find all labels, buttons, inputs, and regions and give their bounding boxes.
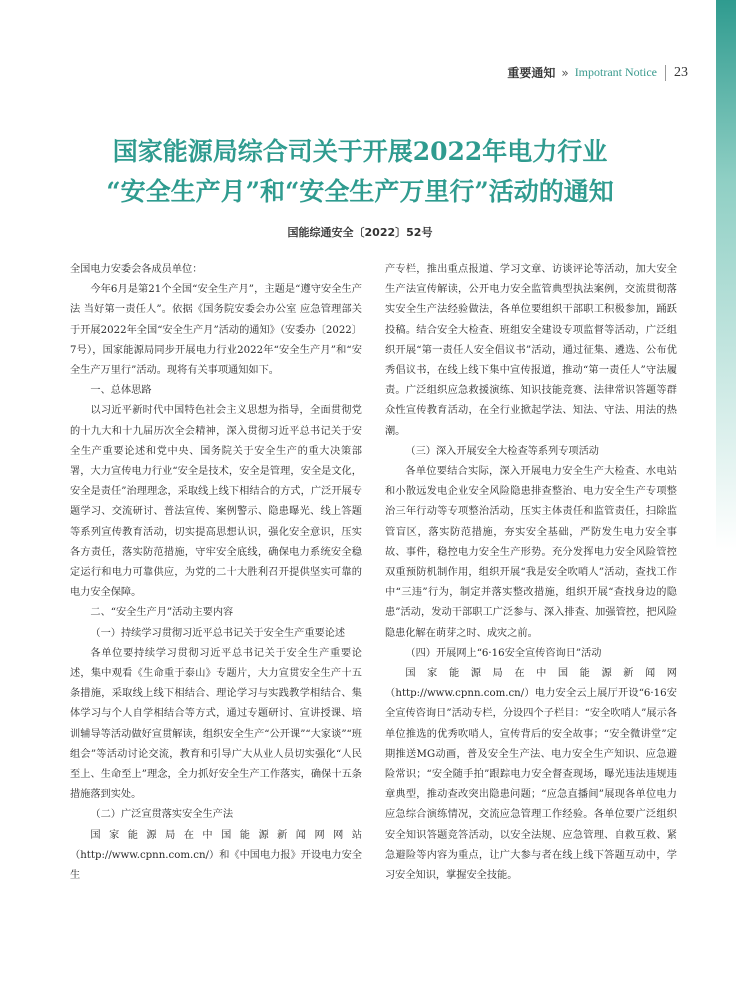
body-column-left (70, 260, 362, 886)
paragraph: 各单位要持续学习贯彻习近平总书记关于安全生产重要论述，集中观看《生命重于泰山》专题片，大力宣贯安全生产十五条措施，采取线上线下相结合、理论学习与实践教学相结合、集体学习与个人自学相结合等方式，通过专题研讨、宣讲授课、培训辅导等活动做好宣贯解读，组织安全生产“公开课”“大家谈”“班组会”等活动讨论交流，教育和引导广大从业人员切实强化“人民至上、生命至上”理念，全力抓好安全生产工作落实，确保十五条措施落到实处。 (70, 647, 362, 801)
salutation: 全国电力安委会各成员单位： (70, 264, 203, 275)
paragraph: 国家能源局在中国能源新闻网（http://www.cpnn.com.cn/）电力安全云上展厅开设“6·16安全宣传咨询日”活动专栏，分设四个子栏目：“安全吹哨人”展示各单位推选的优秀吹哨人，宣传背后的安全故事；“安全微讲堂”定期推送MG动画，普及安全生产法、电力安全生产知识、应急避险常识；“安全随手拍”跟踪电力安全督查现场，曝光违法违规违章典型，推动查改突出隐患问题；“应急直播间”展现各单位电力应急综合演练情况，交流应急管理工作经验。各单位要广泛组织安全知识答题竞答活动，以安全法规、应急管理、自救互救、紧急避险等内容为重点，让广大参与者在线上线下答题互动中，学习安全知识，掌握安全技能。 (385, 668, 677, 882)
paragraph: 各单位要结合实际，深入开展电力安全生产大检查、水电站和小散远发电企业安全风险隐患排查整治、电力安全生产专项整治三年行动等专项整治活动，压实主体责任和监管责任，扫除监管盲区，落实防范措施，夯实安全基础，严防发生电力安全事故、事件，稳控电力安全生产形势。充分发挥电力安全风险管控双重预防机制作用，组织开展“我是安全吹哨人”活动，查找工作中“三违”行为，制定并落实整改措施，组织开展“查找身边的隐患”活动，发动干部职工广泛参与、深入排查、加强管控，把风险隐患化解在萌芽之时、成灾之前。 (385, 466, 677, 639)
subsection-heading: （三）深入开展安全大检查等系列专项活动 (405, 445, 599, 457)
subsection-heading: （一）持续学习贯彻习近平总书记关于安全生产重要论述 (90, 627, 346, 639)
section-heading: 二、“安全生产月”活动主要内容 (90, 607, 234, 619)
document-number: 国能综通安全〔2022〕52号 (287, 226, 433, 239)
subsection-heading: （二）广泛宣贯落实安全生产法 (90, 809, 234, 821)
paragraph: 今年6月是第21个全国“安全生产月”，主题是“遵守安全生产法 当好第一责任人”。依据《国务院安委会办公室 应急管理部关于开展2022年全国“安全生产月”活动的通知》（安委办〔2022〕7号），国家能源局同步开展电力行业2022年“安全生产月”和“安全生产万里行”活动。现将有关事项通知如下。 (70, 284, 362, 377)
body-column-right (385, 260, 677, 886)
title-line-2: “安全生产月”和“安全生产万里行”活动的通知 (106, 177, 614, 206)
article-title (40, 132, 680, 212)
decorative-side-bar (716, 0, 736, 1000)
page-number: 23 (674, 64, 688, 80)
header-divider (665, 65, 666, 81)
paragraph: 以习近平新时代中国特色社会主义思想为指导，全面贯彻党的十九大和十九届历次全会精神，深入贯彻习近平总书记关于安全生产重要论述和党中央、国务院关于安全生产的重大决策部署，大力宣传电力行业“安全是技术，安全是管理，安全是文化，安全是责任”治理理念，采取线上线下相结合的方式，广泛开展专题学习、交流研讨、普法宣传、案例警示、隐患曝光、线上答题等系列宣传教育活动，切实提高思想认识，强化安全意识，压实各方责任，落实防范措施，守牢安全底线，确保电力系统安全稳定运行和电力可靠供应，为党的二十大胜利召开提供坚实可靠的电力安全保障。 (70, 405, 362, 599)
chevron-right-icon: » (561, 65, 569, 80)
section-title-en: Impotrant Notice (574, 65, 657, 79)
paragraph-continued: 产专栏，推出重点报道、学习文章、访谈评论等活动，加大安全生产法宣传解读，公开电力安全监管典型执法案例，交流贯彻落实安全生产法经验做法，各单位要组织干部职工积极参加，踊跃投稿。结合安全大检查、班组安全建设专项监督等活动，广泛组织开展“第一责任人安全倡议书”活动，通过征集、遴选、公布优秀倡议书，在线上线下集中宣传报道，推动“第一责任人”守法履责。广泛组织应急救援演练、知识技能竞赛、法律常识答题等群众性宣传教育活动，在全行业掀起学法、知法、守法、用法的热潮。 (385, 264, 677, 437)
section-title: 重要通知 (507, 66, 556, 80)
page-header (507, 64, 688, 81)
title-line-1: 国家能源局综合司关于开展2022年电力行业 (112, 137, 608, 166)
section-heading: 一、总体思路 (90, 385, 152, 397)
paragraph: 国家能源局在中国能源新闻网网站（http://www.cpnn.com.cn/）和《中国电力报》开设电力安全生 (70, 829, 362, 882)
subsection-heading: （四）开展网上“6·16安全宣传咨询日”活动 (405, 647, 602, 659)
